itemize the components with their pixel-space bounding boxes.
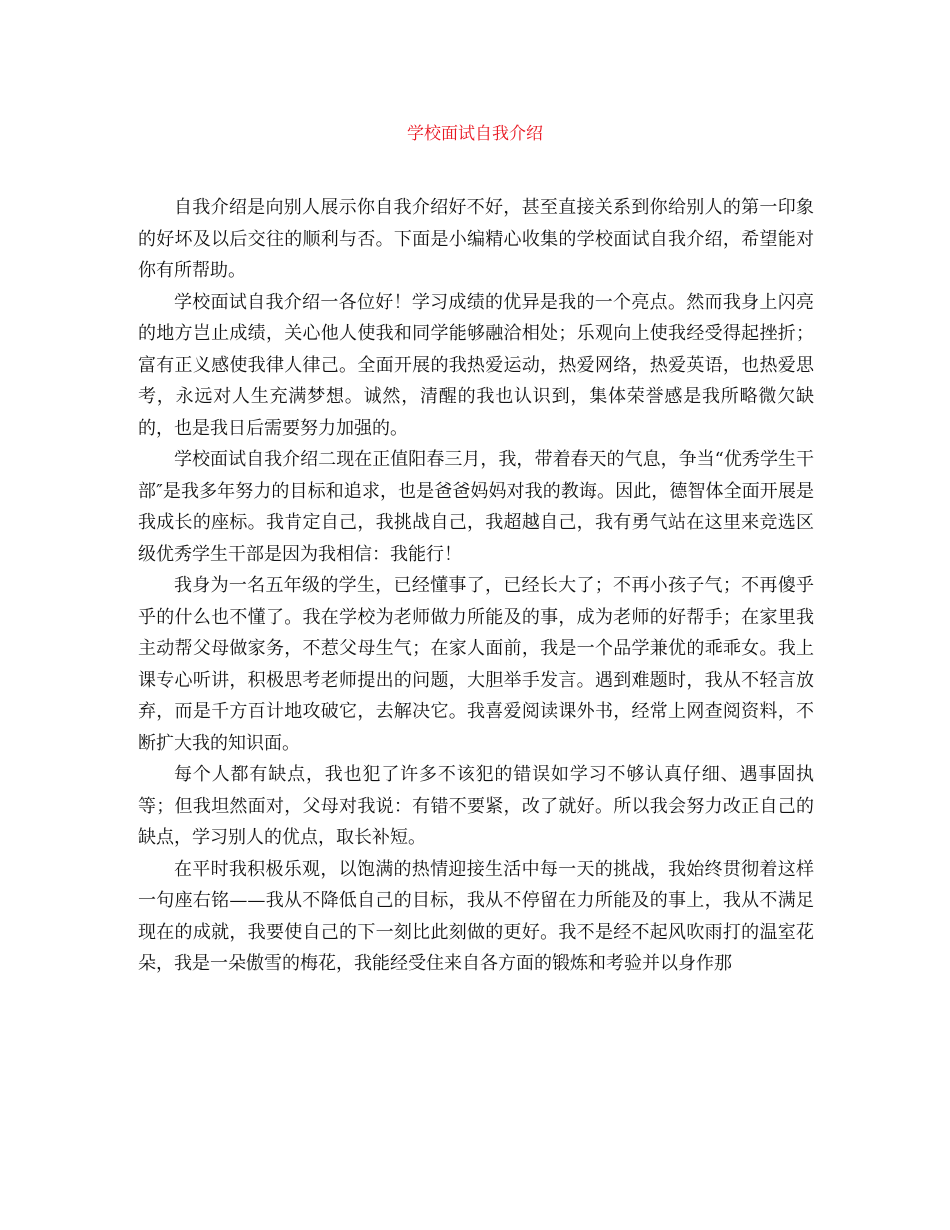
- document-body: [138, 192, 814, 980]
- paragraph-motto: 在平时我积极乐观，以饱满的热情迎接生活中每一天的挑战，我始终贯彻着这样一句座右铭——我从不降低自己的目标，我从不停留在力所能及的事上，我从不满足现在的成就，我要使自己的下一刻比此刻做的更好。我不是经不起风吹雨打的温室花朵，我是一朵傲雪的梅花，我能经受住来自各方面的锻炼和考验并以身作那: [138, 858, 814, 974]
- paragraph-intro: 自我介绍是向别人展示你自我介绍好不好，甚至直接关系到你给别人的第一印象的好坏及以后交往的顺利与否。下面是小编精心收集的学校面试自我介绍，希望能对你有所帮助。: [138, 197, 814, 281]
- paragraph-intro-one: 学校面试自我介绍一各位好！学习成绩的优异是我的一个亮点。然而我身上闪亮的地方岂止成绩，关心他人使我和同学能够融洽相处；乐观向上使我经受得起挫折；富有正义感使我律人律己。全面开展的我热爱运动，热爱网络，热爱英语，也热爱思考，永远对人生充满梦想。诚然，清醒的我也认识到，集体荣誉感是我所略微欠缺的，也是我日后需要努力加强的。: [138, 291, 814, 439]
- paragraph-student-life: 我身为一名五年级的学生，已经懂事了，已经长大了；不再小孩子气；不再傻乎乎的什么也不懂了。我在学校为老师做力所能及的事，成为老师的好帮手；在家里我主动帮父母做家务，不惹父母生气；在家人面前，我是一个品学兼优的乖乖女。我上课专心听讲，积极思考老师提出的问题，大胆举手发言。遇到难题时，我从不轻言放弃，而是千方百计地攻破它，去解决它。我喜爱阅读课外书，经常上网查阅资料，不断扩大我的知识面。: [138, 575, 814, 754]
- paragraph-shortcomings: 每个人都有缺点，我也犯了许多不该犯的错误如学习不够认真仔细、遇事固执等；但我坦然面对，父母对我说：有错不要紧，改了就好。所以我会努力改正自己的缺点，学习别人的优点，取长补短。: [138, 764, 814, 848]
- paragraph-intro-two: 学校面试自我介绍二现在正值阳春三月，我，带着春天的气息，争当“优秀学生干部″是我多年努力的目标和追求，也是爸爸妈妈对我的教诲。因此，德智体全面开展是我成长的座标。我肯定自己，我挑战自己，我超越自己，我有勇气站在这里来竞选区级优秀学生干部是因为我相信：我能行！: [138, 449, 814, 565]
- document-title: 学校面试自我介绍: [407, 124, 543, 144]
